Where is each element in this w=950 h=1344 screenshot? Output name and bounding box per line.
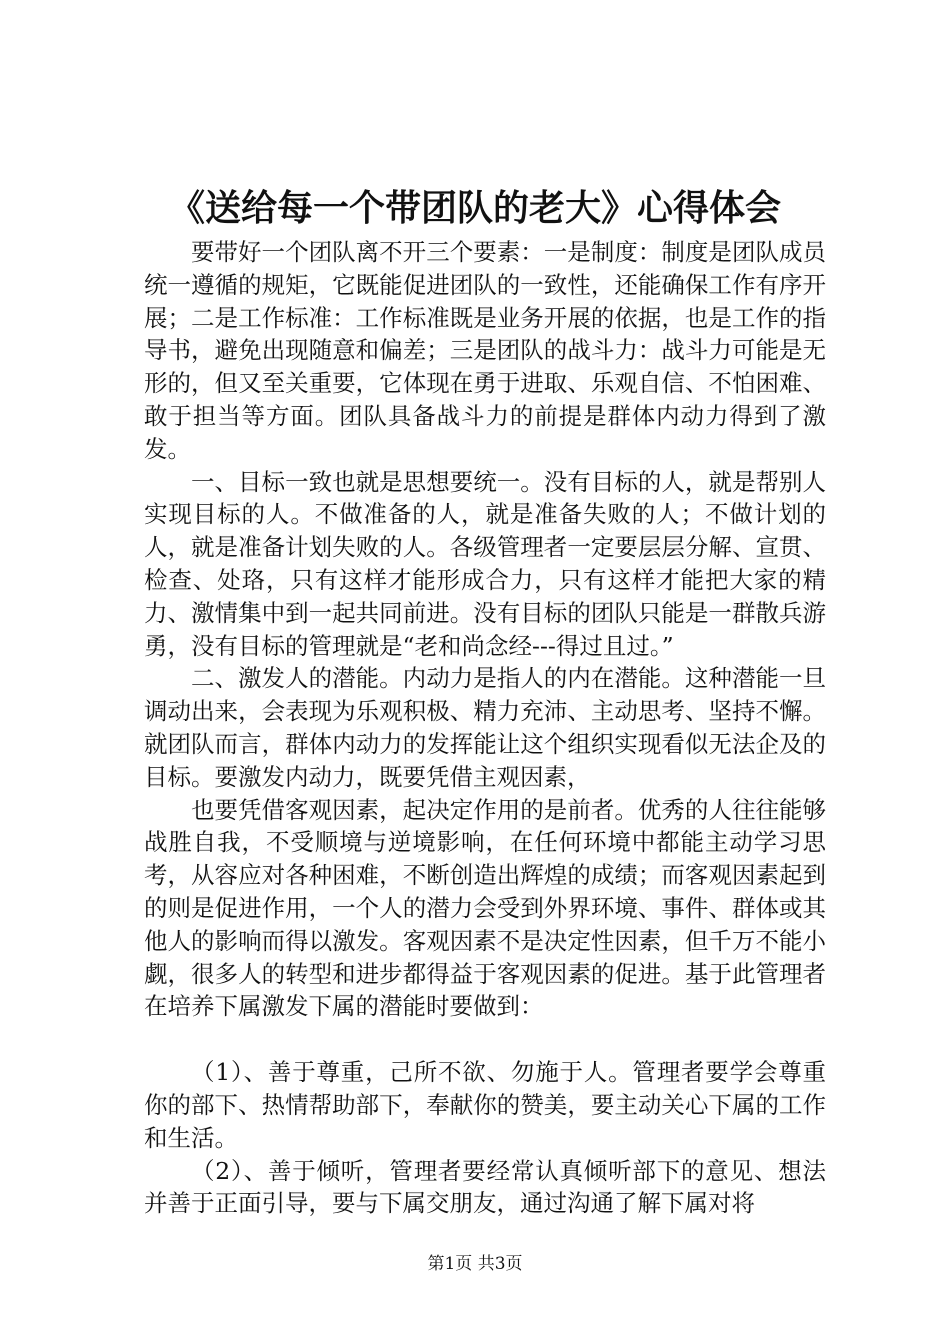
paragraph-section-1: 一、目标一致也就是思想要统一。没有目标的人，就是帮别人实现目标的人。不做准备的人，就是准备失败的人；不做计划的人，就是准备计划失败的人。各级管理者一定要层层分解、宣贯、检查、处珞，只有这样才能形成合力，只有这样才能把大家的精力、激情集中到一起共同前进。没有目标的团队只能是一群散兵游勇，没有目标的管理就是“老和尚念经---得过且过。” [144,467,826,660]
document-body [144,236,826,1220]
paragraph-item-2: （2）、善于倾听，管理者要经常认真倾听部下的意见、想法并善于正面引导，要与下属交朋友，通过沟通了解下属对将 [144,1156,826,1218]
paragraph-intro: 要带好一个团队离不开三个要素：一是制度：制度是团队成员统一遵循的规矩，它既能促进团队的一致性，还能确保工作有序开展；二是工作标准：工作标准既是业务开展的依据，也是工作的指导书，避免出现随意和偏差；三是团队的战斗力：战斗力可能是无形的，但又至关重要，它体现在勇于进取、乐观自信、不怕困难、敢于担当等方面。团队具备战斗力的前提是群体内动力得到了激发。 [144,238,826,463]
document-title: 《送给每一个带团队的老大》心得体会 [168,187,781,229]
paragraph-section-2-continued: 也要凭借客观因素，起决定作用的是前者。优秀的人往往能够战胜自我，不受顺境与逆境影响，在任何环境中都能主动学习思考，从容应对各种困难，不断创造出辉煌的成绩；而客观因素起到的则是促进作用，一个人的潜力会受到外界环境、事件、群体或其他人的影响而得以激发。客观因素不是决定性因素，但千万不能小觑，很多人的转型和进步都得益于客观因素的促进。基于此管理者在培养下属激发下属的潜能时要做到： [144,795,826,1021]
paragraph-item-1: （1）、善于尊重，己所不欲、勿施于人。管理者要学会尊重你的部下、热情帮助部下，奉献你的赞美，要主动关心下属的工作和生活。 [144,1058,826,1152]
paragraph-spacer [144,1023,826,1056]
page-number-footer: 第1页 共3页 [427,1254,523,1274]
paragraph-section-2: 二、激发人的潜能。内动力是指人的内在潜能。这种潜能一旦调动出来，会表现为乐观积极、精力充沛、主动思考、坚持不懈。就团队而言，群体内动力的发挥能让这个组织实现看似无法企及的目标。要激发内动力，既要凭借主观因素， [144,664,826,791]
